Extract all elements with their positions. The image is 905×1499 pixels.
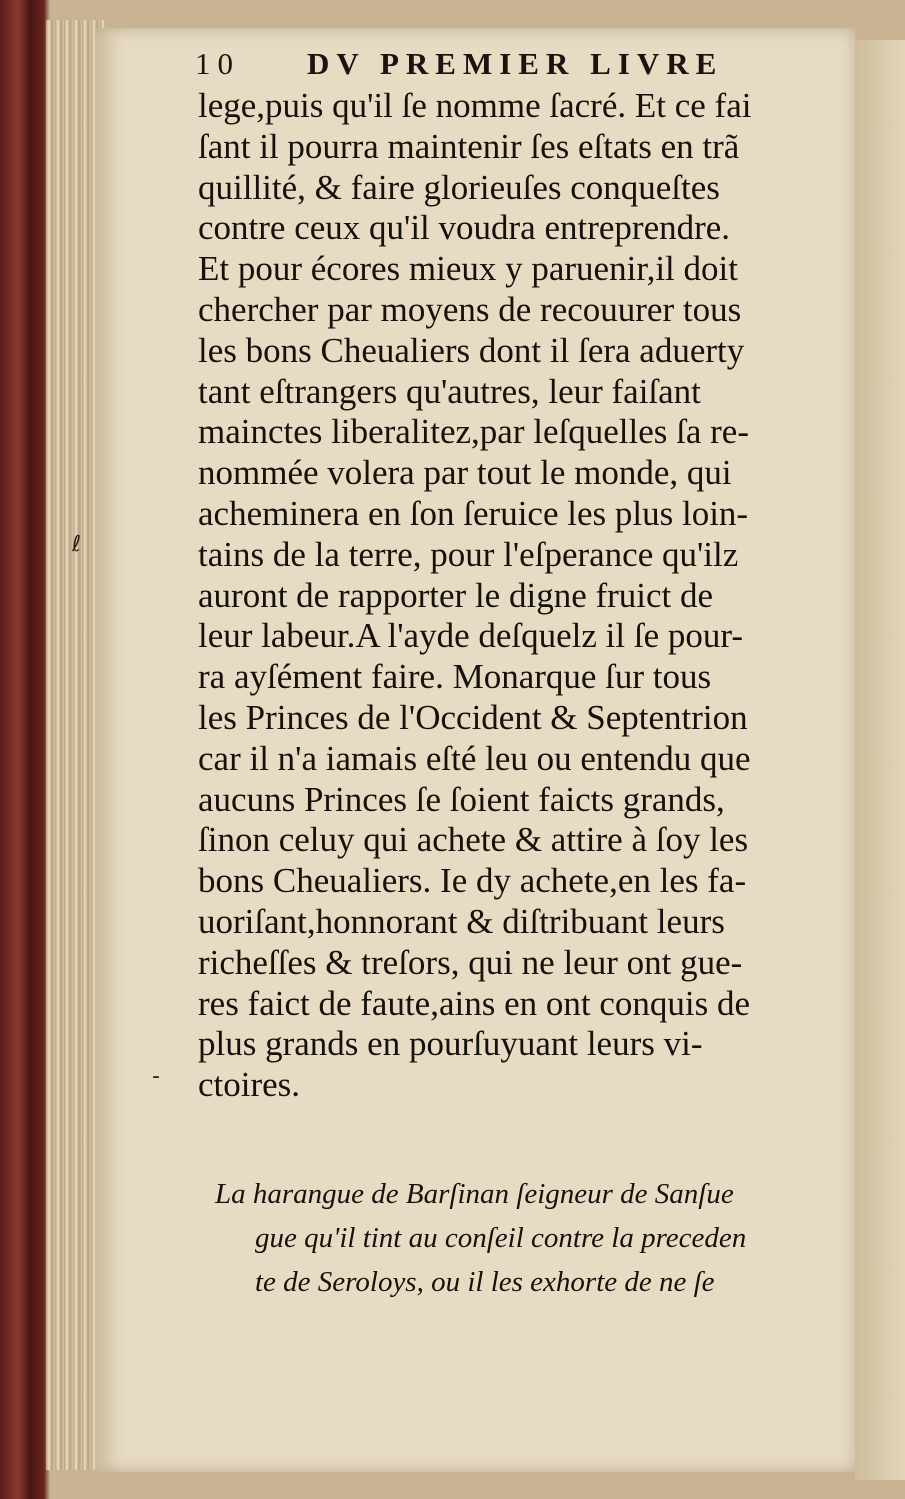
running-title: DV PREMIER LIVRE (307, 46, 724, 81)
text-line: lege,puis qu'il ſe nomme ſacré. Et ce fai (198, 86, 752, 125)
next-leaf-edge (855, 40, 905, 1480)
text-line: quillité, & faire glorieuſes conqueſtes (198, 167, 720, 207)
text-line: acheminera en ſon ſeruice les plus loin- (198, 493, 749, 533)
heading-line: te de Seroloys, ou il les exhorte de ne ſe (255, 1266, 715, 1298)
text-line: bons Cheualiers. Ie dy achete,en les fa- (198, 861, 747, 901)
text-line: contre ceux qu'il voudra entreprendre. (198, 208, 731, 248)
margin-mark: ℓ (72, 532, 82, 557)
chapter-heading (215, 1172, 855, 1304)
heading-line: gue qu'il tint au conſeil contre la preceden (255, 1222, 747, 1254)
main-text-block (198, 86, 848, 1106)
text-line: res faict de faute,ains en ont conquis de (198, 983, 751, 1023)
text-line: les bons Cheualiers dont il ſera aduerty (198, 330, 745, 370)
text-line: auront de rapporter le digne fruict de (198, 575, 714, 615)
text-line: leur labeur.A l'ayde deſquelz il ſe pour- (198, 616, 743, 656)
text-line: tant eſtrangers qu'autres, leur faiſant (198, 371, 701, 411)
text-line: mainctes liberalitez,par leſquelles ſa re- (198, 412, 749, 452)
text-line: ſant il pourra maintenir ſes eſtats en trã (198, 126, 740, 166)
running-header (195, 46, 835, 86)
text-line: Et pour écores mieux y paruenir,il doit (198, 249, 738, 289)
text-line: ra ayſément faire. Monarque ſur tous (198, 657, 712, 697)
heading-line: La harangue de Barſinan ſeigneur de Sanſue (215, 1178, 734, 1210)
text-line: aucuns Princes ſe ſoient faicts grands, (198, 779, 725, 819)
text-line: uoriſant,honnorant & diſtribuant leurs (198, 901, 725, 941)
text-line: chercher par moyens de recouurer tous (198, 289, 742, 329)
text-line: ſinon celuy qui achete & attire à ſoy les (198, 820, 749, 860)
text-line: car il n'a iamais eſté leu ou entendu que (198, 738, 751, 778)
text-line: les Princes de l'Occident & Septentrion (198, 697, 748, 737)
text-line: richeſſes & treſors, qui ne leur ont gue- (198, 942, 743, 982)
text-line: ctoires. (198, 1065, 301, 1105)
text-line: plus grands en pourſuyuant leurs vi- (198, 1024, 703, 1064)
page-number: 10 (195, 46, 240, 81)
margin-dash: - (152, 1064, 160, 1089)
text-line: nommée volera par tout le monde, qui (198, 453, 732, 493)
text-line: tains de la terre, pour l'eſperance qu'ilz (198, 534, 739, 574)
